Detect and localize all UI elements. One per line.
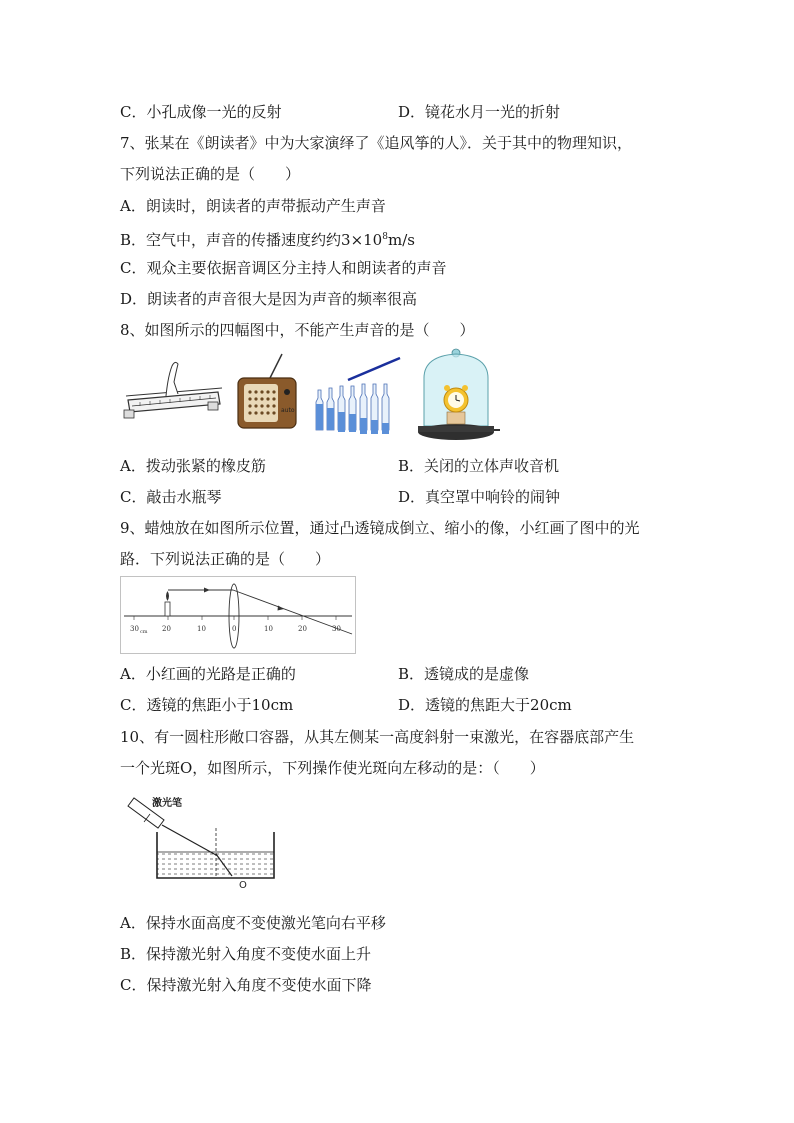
radio-image bbox=[238, 354, 296, 428]
q9-stem-line1: 9、蜡烛放在如图所示位置，通过凸透镜成倒立、缩小的像，小红画了图中的光 bbox=[120, 519, 640, 537]
q8-stem: 8、如图所示的四幅图中，不能产生声音的是（ ） bbox=[120, 321, 475, 339]
spot-label: O bbox=[239, 880, 247, 891]
q7-option-c: C．观众主要依据音调区分主持人和朗读者的声音 bbox=[120, 259, 447, 277]
bell-jar-clock-image bbox=[418, 349, 500, 440]
ruler-tick-30-left: 30 bbox=[130, 625, 139, 633]
q8-option-c: C．敲击水瓶琴 bbox=[120, 488, 222, 506]
q9-option-d: D．透镜的焦距大于20cm bbox=[398, 696, 572, 714]
ruler-tick-0: 0 bbox=[232, 625, 237, 633]
q7-option-b bbox=[120, 227, 415, 250]
radio-label: auto bbox=[281, 407, 295, 414]
q7-option-b-exponent: 8 bbox=[382, 232, 388, 242]
q8-option-a: A．拨动张紧的橡皮筋 bbox=[120, 457, 266, 475]
q7-option-b-suffix: m/s bbox=[387, 231, 415, 249]
rubber-band-ruler-image bbox=[124, 362, 222, 418]
q10-option-a: A．保持水面高度不变使激光笔向右平移 bbox=[120, 914, 386, 932]
container bbox=[157, 832, 274, 878]
ruler-tick-30-right: 30 bbox=[332, 625, 341, 633]
q6-option-d: D．镜花水月一光的折射 bbox=[398, 103, 561, 121]
ruler-tick-20-left: 20 bbox=[162, 625, 171, 633]
q10-option-c: C．保持激光射入角度不变使水面下降 bbox=[120, 976, 372, 994]
q8-figure bbox=[120, 348, 500, 448]
q7-option-b-prefix: B．空气中，声音的传播速度约约3×10 bbox=[120, 231, 383, 249]
q7-option-a: A．朗读时，朗读者的声带振动产生声音 bbox=[120, 197, 386, 215]
q7-stem-line1: 7、张某在《朗读者》中为大家演绎了《追风筝的人》．关于其中的物理知识， bbox=[120, 134, 633, 152]
q9-lens-diagram bbox=[120, 576, 356, 654]
q10-option-b: B．保持激光射入角度不变使水面上升 bbox=[120, 945, 372, 963]
q9-option-b: B．透镜成的是虚像 bbox=[398, 665, 530, 683]
laser-beam-air bbox=[162, 825, 216, 855]
q8-option-d: D．真空罩中响铃的闹钟 bbox=[398, 488, 561, 506]
q7-stem-line2: 下列说法正确的是（ ） bbox=[120, 165, 301, 183]
q6-option-c: C．小孔成像一光的反射 bbox=[120, 103, 282, 121]
ruler-tick-10-left: 10 bbox=[197, 625, 206, 633]
ruler-unit: cm bbox=[140, 629, 148, 635]
ruler-tick-10-right: 10 bbox=[264, 625, 273, 633]
q9-stem-line2: 路．下列说法正确的是（ ） bbox=[120, 550, 331, 568]
laser-pen-label: 激光笔 bbox=[152, 798, 182, 809]
q7-option-d: D．朗读者的声音很大是因为声音的频率很高 bbox=[120, 290, 418, 308]
q10-stem-line2: 一个光斑O，如图所示，下列操作使光斑向左移动的是：（ ） bbox=[120, 759, 545, 777]
ruler-tick-20-right: 20 bbox=[298, 625, 307, 633]
water-bottles-image bbox=[316, 358, 400, 434]
candle bbox=[165, 591, 170, 616]
q10-container-diagram bbox=[120, 792, 285, 892]
q9-option-a: A．小红画的光路是正确的 bbox=[120, 665, 296, 683]
q9-option-c: C．透镜的焦距小于10cm bbox=[120, 696, 294, 714]
q10-stem-line1: 10、有一圆柱形敞口容器，从其左侧某一高度斜射一束激光，在容器底部产生 bbox=[120, 728, 635, 746]
q8-option-b: B．关闭的立体声收音机 bbox=[398, 457, 560, 475]
